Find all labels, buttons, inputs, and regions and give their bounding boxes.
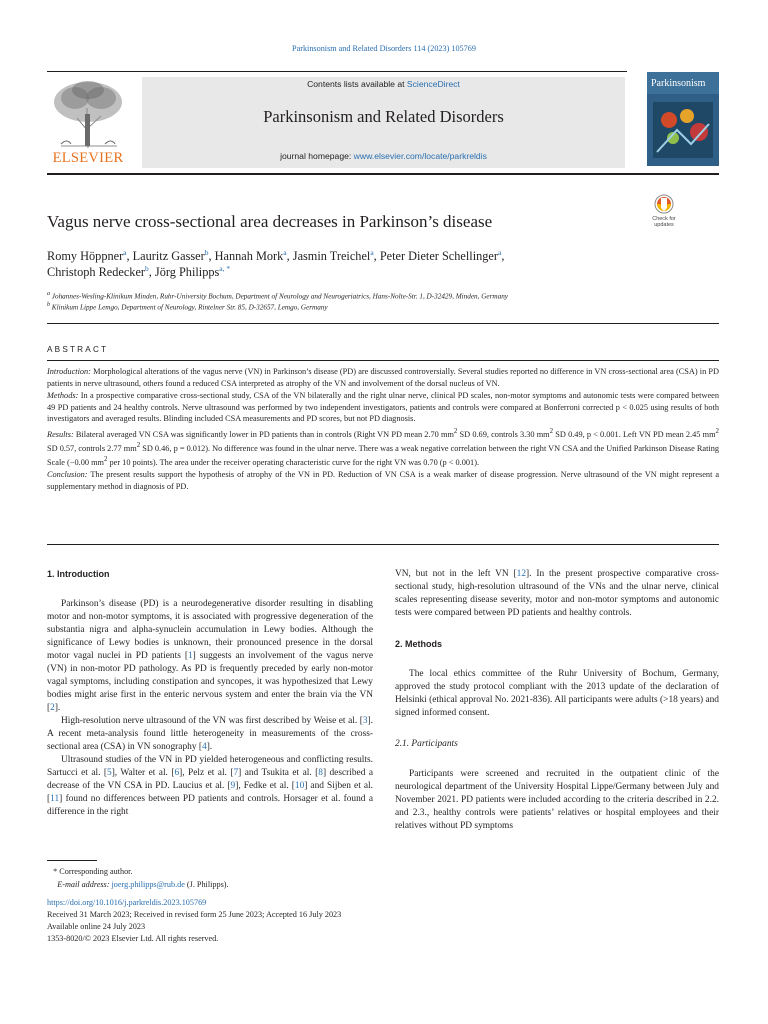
author-separator: , [373,249,380,264]
author-affiliation-mark[interactable]: a [370,248,374,257]
journal-cover-thumbnail[interactable] [647,72,719,166]
abstract-text: SD 0.57, controls 2.77 mm [47,443,137,453]
section-heading-introduction: 1. Introduction [47,569,110,579]
intro-paragraph-3 [47,754,373,819]
copyright: 1353-8020/© 2023 Elsevier Ltd. All rights reserved. [47,934,219,943]
reference-link[interactable]: 8 [318,768,323,778]
body-text: ]. A recent meta-analysis found little heterogeneity in measurements of the cross-sectional area (CSA) in VN sonography [ [47,716,373,752]
author-name[interactable]: Peter Dieter Schellinger [379,249,498,264]
abstract-text: Bilateral averaged VN CSA was significantly lower in PD patients than in controls (Right VN PD mean 2.70 mm [73,429,454,439]
author-affiliation-mark[interactable]: b [145,264,149,273]
available-online: Available online 24 July 2023 [47,922,146,931]
superscript: 2 [549,427,554,435]
body-text: ]. [206,742,213,752]
abstract-methods [47,390,719,425]
email-link[interactable]: joerg.philipps@rub.de [111,880,185,889]
journal-homepage [142,151,625,161]
running-header-citation[interactable]: Parkinsonism and Related Disorders 114 (2023) 105769 [292,44,476,53]
affiliation-text: Klinikum Lippe Lemgo, Department of Neurology, Rintelner Str. 85, D-32657, Lemgo, Germany [50,303,328,312]
footnote-text: (J. Philipps). [184,880,229,889]
left-column [47,568,373,819]
author-separator: , [286,249,293,264]
reference-link[interactable]: 6 [174,768,180,778]
homepage-prefix: journal homepage: [280,151,354,161]
contents-prefix: Contents lists available at [307,79,407,89]
author-affiliation-mark[interactable]: a, * [219,264,231,273]
abstract-text: SD 0.46, p = 0.012). No difference was found in the ulnar nerve. There was a weak negative correlation between the right VN CSA and the Unified Parkinson Disease Rating Scale (−0.00 mm [47,443,719,467]
authors-line-2 [47,264,230,280]
body-text: ] suggests an involvement of the vagus nerve (VN) in non-motor PD pathology. As PD is frequently preceded by early non-motor vagal symptoms, including constipation and syncopes, it was hypothesized that Lewy bodies might arise first in the enteric nervous system and enter the brain via the VN [ [47,651,373,713]
reference-link[interactable]: 7 [233,768,239,778]
divider [47,360,719,361]
superscript: 2 [715,427,719,435]
reference-link[interactable]: 5 [107,768,112,778]
reference-link[interactable]: 11 [50,794,60,804]
check-updates-line1: Check for [652,216,676,222]
section-heading-methods: 2. Methods [395,639,443,649]
subsection-heading-participants: 2.1. Participants [395,739,458,749]
author-separator: , [208,249,215,264]
body-text: ], Walter et al. [ [111,768,175,778]
right-column [395,568,719,833]
abstract-label: Results: [47,429,74,439]
footnote-line-1: * Corresponding author. [47,867,133,876]
methods-paragraph-1: The local ethics committee of the Ruhr University of Bochum, Germany, approved the study protocol compliant with the 2013 update of the declaration of Helsinki (ethical approval No. 2021-836). All participants were adults (>18 years) and signed informed consent. [395,669,719,718]
superscript: 2 [136,441,141,449]
body-text: VN, but not in the left VN [ [395,569,517,579]
article-front-matter [47,897,341,945]
reference-link[interactable]: 10 [294,781,305,791]
abstract-text: SD 0.49, p < 0.001. Left VN PD mean 2.45 mm [553,429,716,439]
author-separator: , [148,265,155,280]
body-text: High-resolution nerve ultrasound of the VN was first described by Weise et al. [ [61,716,363,726]
article-title: Vagus nerve cross-sectional area decreases in Parkinson’s disease [47,212,493,231]
journal-title[interactable]: Parkinsonism and Related Disorders [263,107,504,126]
abstract-introduction [47,366,719,389]
body-text: ] found no differences between PD patients and controls. Horsager et al. found a difference in the right [47,794,373,817]
author-name[interactable]: Jasmin Treichel [292,249,371,264]
affiliation-mark: a [47,291,50,297]
author-name[interactable]: Lauritz Gasser [132,249,205,264]
reference-link[interactable]: 9 [230,781,236,791]
corresponding-author-footnote [47,865,229,891]
abstract-text: Morphological alterations of the vagus nerve (VN) in Parkinson’s disease (PD) are discussed controversially. Several studies reported no difference in VN cross-sectional area (CSA) in PD patients in nerve ultrasound, others found a reduced CSA interpreted as atrophy of the VN and involvement of the dorsal nucleus of VN. [47,367,719,388]
divider [47,544,719,545]
banner-top-rule [47,71,627,72]
body-text: ] described a decrease of the VN CSA in PD. Laucius et al. [ [47,768,373,791]
body-text: ]. In the present prospective comparative cross-sectional study, high-resolution ultrasound of the VNs and the ulnar nerve, clinical scales representing disease severity, motor and non-motor symptoms and autonomic tests were compared between PD patients and healthy controls. [395,569,720,618]
reference-link[interactable]: 12 [516,569,527,579]
reference-link[interactable]: 2 [50,703,55,713]
intro-paragraph-continued [395,568,719,620]
doi-link[interactable]: https://doi.org/10.1016/j.parkreldis.2023.105769 [47,898,207,907]
abstract-text: The present results support the hypothesis of atrophy of the VN in PD. Reduction of VN CSA is a weak marker of disease progression. Nerve ultrasound of the VN might represent a supplementary method in diagnosis of PD. [47,470,719,491]
author-affiliation-mark[interactable]: a [497,248,502,257]
authors-line-1 [47,248,504,264]
check-updates-line2: updates [654,222,674,228]
email-label: E-mail address: [57,880,110,889]
footnote-text: Corresponding author. [59,867,133,876]
abstract-conclusion [47,469,719,492]
participants-paragraph-1: Participants were screened and recruited in the outpatient clinic of the neurological department of the University Hospital Lippe/Germany between July and November 2021. PD patients were included according to the criteria described in 2.2. and 2.3., healthy controls were patients’ relatives or hospital employees and their relatives without PD symptoms [395,769,719,831]
abstract-text: In a prospective comparative cross-sectional study, CSA of the VN bilaterally and the right ulnar nerve, clinical PD scales, non-motor symptoms and autonomic tests were compared between 49 PD patients and 24 healthy controls. Nerve ultrasound was performed by two independent investigators, patients and controls were compared at Bonferroni corrected p < 0.025 using results of both investigators and averaged results. Blinding included CSA measurements and PD scores, but not PD diagnosis. [47,391,719,423]
author-name[interactable]: Romy Höppner [47,249,124,264]
body-text: Parkinson’s disease (PD) is a neurodegenerative disorder resulting in disabling motor and non-motor symptoms, it is associated with progressive degeneration of the substantia nigra and alpha-synuclein accumulation in Lewy bodies. Although the significance of Lewy bodies is unknown, their pronounced presence in the dorsal motor vagal nuclei in PD patients [ [47,599,373,661]
author-name[interactable]: Hannah Mork [214,249,284,264]
received-dates: Received 31 March 2023; Received in revised form 25 June 2023; Accepted 16 July 2023 [47,910,342,919]
abstract-label: Methods: [47,391,79,400]
abstract-label: Introduction: [47,367,91,376]
affiliation-a [47,291,508,300]
footnote-rule [47,860,97,861]
abstract-body [47,366,719,493]
body-text: ] and Sijben et al. [ [47,781,373,804]
intro-paragraph-1 [47,598,373,715]
author-affiliation-mark[interactable]: b [204,248,209,257]
abstract-results [47,426,719,469]
author-separator: , [126,249,133,264]
check-for-updates-badge[interactable] [644,193,684,229]
body-text: ] and Tsukita et al. [ [238,768,319,778]
abstract-heading: ABSTRACT [47,345,109,354]
affiliation-mark: b [47,302,50,308]
abstract-text: SD 0.69, controls 3.30 mm [457,429,550,439]
author-name[interactable]: Jörg Philipps [154,265,220,280]
affiliation-text: Johannes-Wesling-Klinikum Minden, Ruhr-University Bochum, Department of Neurology and Neurogeriatrics, Hans-Nolte-Str. 1, D-32429, Minden, Germany [50,292,508,301]
abstract-text: per 10 points). The area under the receiver operating characteristic curve for the right VN was 0.70 (p < 0.001). [107,457,480,467]
elsevier-wordmark: ELSEVIER [52,150,124,166]
author-separator: , [501,249,505,264]
author-name[interactable]: Christoph Redecker [47,265,146,280]
body-text: ], Pelz et al. [ [179,768,234,778]
cover-title: Parkinsonism [651,78,706,89]
banner-bottom-rule [47,173,719,175]
body-text: ], Fedke et al. [ [235,781,295,791]
body-text: Ultrasound studies of the VN in PD yielded heterogeneous and conflicting results. Sartucci et al. [ [47,755,373,778]
reference-link[interactable]: 3 [362,716,368,726]
affiliation-b [47,302,328,311]
homepage-link[interactable]: www.elsevier.com/locate/parkreldis [353,151,487,161]
divider [47,323,719,324]
body-text: ]. [54,703,61,713]
author-affiliation-mark[interactable]: a [123,248,127,257]
reference-link[interactable]: 4 [202,742,207,752]
reference-link[interactable]: 1 [187,651,193,661]
superscript: 2 [453,427,458,435]
author-affiliation-mark[interactable]: a [283,248,287,257]
abstract-label: Conclusion: [47,470,88,480]
contents-line [142,79,625,89]
footnote-line-2 [47,878,229,891]
superscript: 2 [103,456,108,464]
intro-paragraph-2 [47,715,373,754]
sciencedirect-link[interactable]: ScienceDirect [406,79,460,89]
